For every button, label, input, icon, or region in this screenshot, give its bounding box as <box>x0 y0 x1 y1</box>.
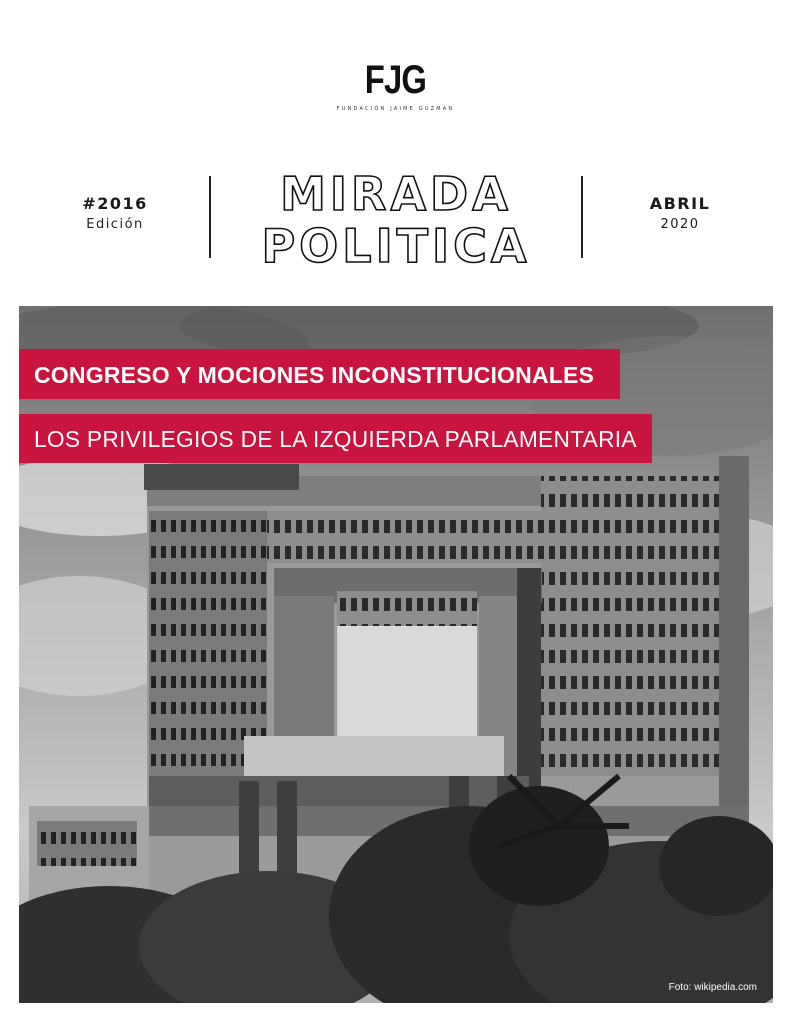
date-block <box>625 194 735 232</box>
photo-credit: Foto: wikipedia.com <box>668 982 757 993</box>
divider-right <box>581 176 583 258</box>
edition-label: Edición <box>86 217 144 232</box>
headline-primary-text: CONGRESO Y MOCIONES INCONSTITUCIONALES <box>34 362 595 388</box>
edition-number: #2016 <box>82 194 148 213</box>
masthead-title <box>230 164 562 268</box>
logo <box>0 58 791 112</box>
divider-left <box>209 176 211 258</box>
headline-secondary-text: LOS PRIVILEGIOS DE LA IZQUIERDA PARLAMENTARIA <box>34 426 637 452</box>
masthead-title-line2: POLITICA <box>261 219 531 268</box>
headline-primary[interactable] <box>19 349 620 399</box>
edition-block <box>60 194 170 232</box>
headline-secondary[interactable] <box>19 414 652 463</box>
logo-subtitle: FUNDACIÓN JAIME GUZMÁN <box>336 106 455 112</box>
issue-month: ABRIL <box>649 194 711 213</box>
congress-building-image <box>19 306 773 1003</box>
issue-year: 2020 <box>660 217 700 232</box>
masthead-title-line1: MIRADA <box>280 167 512 221</box>
logo-mark: FJG <box>364 58 427 102</box>
cover-photo <box>19 306 773 1003</box>
